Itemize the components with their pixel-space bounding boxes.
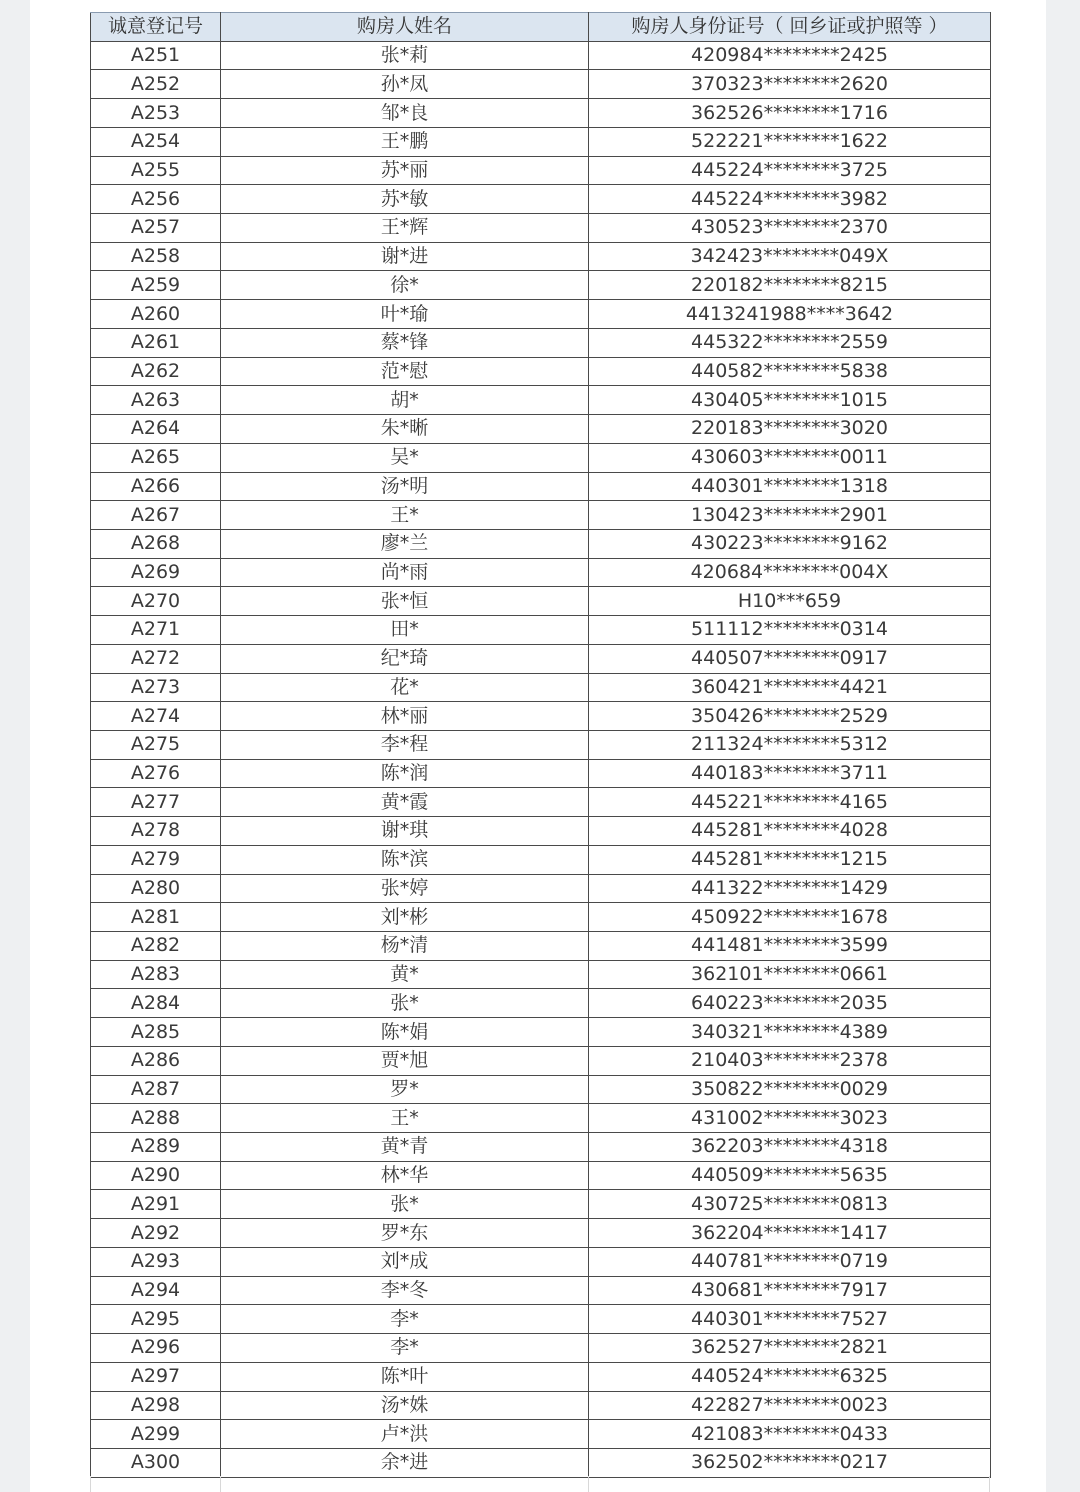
header-buyer-id-number: 购房人身份证号（ 回乡证或护照等 ） — [589, 13, 991, 42]
table-row — [91, 70, 991, 99]
table-row — [91, 1018, 991, 1047]
cell-registration-number: A277 — [91, 788, 221, 817]
cell-buyer-name: 陈*润 — [221, 759, 589, 788]
cell-buyer-name: 尚*雨 — [221, 558, 589, 587]
cell-buyer-name: 谢*琪 — [221, 817, 589, 846]
cell-buyer-name: 邹*良 — [221, 99, 589, 128]
cell-buyer-id-number: 430223********9162 — [589, 529, 991, 558]
table-row — [91, 1334, 991, 1363]
cell-buyer-id-number: 211324********5312 — [589, 730, 991, 759]
grid-line — [588, 1476, 589, 1492]
table-row — [91, 300, 991, 329]
cell-buyer-name: 汤*姝 — [221, 1391, 589, 1420]
cell-registration-number: A256 — [91, 185, 221, 214]
cell-registration-number: A259 — [91, 271, 221, 300]
cell-buyer-id-number: 445281********1215 — [589, 845, 991, 874]
table-row — [91, 874, 991, 903]
table-row — [91, 328, 991, 357]
cell-registration-number: A253 — [91, 99, 221, 128]
cell-buyer-name: 张*恒 — [221, 587, 589, 616]
grid-line — [90, 1476, 91, 1492]
cell-buyer-id-number: 340321********4389 — [589, 1018, 991, 1047]
cell-buyer-name: 张*莉 — [221, 41, 589, 70]
table-row — [91, 415, 991, 444]
cell-buyer-name: 蔡*锋 — [221, 328, 589, 357]
cell-buyer-name: 王* — [221, 501, 589, 530]
table-body — [91, 41, 991, 1477]
cell-buyer-id-number: 342423********049X — [589, 242, 991, 271]
table-row — [91, 127, 991, 156]
table-row — [91, 616, 991, 645]
table-row — [91, 702, 991, 731]
table-row — [91, 1161, 991, 1190]
header-buyer-name: 购房人姓名 — [221, 13, 589, 42]
cell-buyer-name: 纪*琦 — [221, 644, 589, 673]
cell-registration-number: A272 — [91, 644, 221, 673]
cell-registration-number: A255 — [91, 156, 221, 185]
cell-buyer-id-number: 440509********5635 — [589, 1161, 991, 1190]
table-row — [91, 845, 991, 874]
cell-registration-number: A295 — [91, 1305, 221, 1334]
table-row — [91, 1420, 991, 1449]
cell-registration-number: A265 — [91, 443, 221, 472]
table-row — [91, 1104, 991, 1133]
cell-buyer-id-number: 430603********0011 — [589, 443, 991, 472]
cell-registration-number: A282 — [91, 932, 221, 961]
cell-registration-number: A294 — [91, 1276, 221, 1305]
cell-buyer-name: 罗*东 — [221, 1219, 589, 1248]
cell-registration-number: A261 — [91, 328, 221, 357]
cell-buyer-id-number: 430405********1015 — [589, 386, 991, 415]
table-row — [91, 730, 991, 759]
cell-buyer-name: 李*冬 — [221, 1276, 589, 1305]
cell-buyer-id-number: H10***659 — [589, 587, 991, 616]
cell-registration-number: A287 — [91, 1075, 221, 1104]
cell-registration-number: A300 — [91, 1448, 221, 1477]
table-row — [91, 587, 991, 616]
cell-buyer-id-number: 362526********1716 — [589, 99, 991, 128]
table-row — [91, 759, 991, 788]
cell-registration-number: A275 — [91, 730, 221, 759]
cell-registration-number: A257 — [91, 214, 221, 243]
table-row — [91, 1391, 991, 1420]
cell-buyer-name: 汤*明 — [221, 472, 589, 501]
cell-buyer-id-number: 445224********3725 — [589, 156, 991, 185]
cell-buyer-name: 黄* — [221, 960, 589, 989]
cell-buyer-id-number: 130423********2901 — [589, 501, 991, 530]
cell-registration-number: A279 — [91, 845, 221, 874]
cell-buyer-id-number: 440524********6325 — [589, 1362, 991, 1391]
cell-buyer-name: 王*辉 — [221, 214, 589, 243]
cell-registration-number: A270 — [91, 587, 221, 616]
cell-buyer-id-number: 440781********0719 — [589, 1247, 991, 1276]
cell-buyer-id-number: 350822********0029 — [589, 1075, 991, 1104]
cell-buyer-id-number: 220183********3020 — [589, 415, 991, 444]
table-row — [91, 960, 991, 989]
cell-registration-number: A254 — [91, 127, 221, 156]
cell-registration-number: A297 — [91, 1362, 221, 1391]
cell-registration-number: A274 — [91, 702, 221, 731]
cell-buyer-name: 苏*敏 — [221, 185, 589, 214]
cell-buyer-id-number: 440582********5838 — [589, 357, 991, 386]
table-row — [91, 242, 991, 271]
header-registration-number: 诚意登记号 — [91, 13, 221, 42]
cell-registration-number: A283 — [91, 960, 221, 989]
cell-registration-number: A266 — [91, 472, 221, 501]
cell-registration-number: A290 — [91, 1161, 221, 1190]
table-row — [91, 99, 991, 128]
table-row — [91, 185, 991, 214]
cell-buyer-id-number: 422827********0023 — [589, 1391, 991, 1420]
table-row — [91, 271, 991, 300]
table-row — [91, 501, 991, 530]
table-row — [91, 1133, 991, 1162]
cell-buyer-name: 黄*青 — [221, 1133, 589, 1162]
cell-buyer-id-number: 522221********1622 — [589, 127, 991, 156]
cell-registration-number: A299 — [91, 1420, 221, 1449]
cell-registration-number: A260 — [91, 300, 221, 329]
cell-buyer-name: 黄*霞 — [221, 788, 589, 817]
table-row — [91, 788, 991, 817]
cell-buyer-name: 陈*娟 — [221, 1018, 589, 1047]
table-row — [91, 932, 991, 961]
cell-buyer-id-number: 450922********1678 — [589, 903, 991, 932]
cell-buyer-id-number: 362204********1417 — [589, 1219, 991, 1248]
cell-buyer-id-number: 370323********2620 — [589, 70, 991, 99]
cell-buyer-id-number: 362502********0217 — [589, 1448, 991, 1477]
cell-buyer-name: 张* — [221, 1190, 589, 1219]
cell-registration-number: A281 — [91, 903, 221, 932]
table-row — [91, 817, 991, 846]
cell-buyer-name: 张*婷 — [221, 874, 589, 903]
cell-registration-number: A278 — [91, 817, 221, 846]
cell-buyer-id-number: 430523********2370 — [589, 214, 991, 243]
cell-buyer-name: 叶*瑜 — [221, 300, 589, 329]
cell-buyer-id-number: 445281********4028 — [589, 817, 991, 846]
table-row — [91, 1362, 991, 1391]
cell-registration-number: A252 — [91, 70, 221, 99]
cell-buyer-name: 张* — [221, 989, 589, 1018]
cell-buyer-id-number: 441481********3599 — [589, 932, 991, 961]
cell-registration-number: A285 — [91, 1018, 221, 1047]
cell-buyer-id-number: 220182********8215 — [589, 271, 991, 300]
cell-buyer-name: 陈*叶 — [221, 1362, 589, 1391]
cell-buyer-name: 胡* — [221, 386, 589, 415]
table-row — [91, 1276, 991, 1305]
cell-buyer-id-number: 420984********2425 — [589, 41, 991, 70]
header-row — [91, 13, 991, 42]
cell-registration-number: A292 — [91, 1219, 221, 1248]
table-row — [91, 1247, 991, 1276]
table-row — [91, 1046, 991, 1075]
table-row — [91, 386, 991, 415]
cell-buyer-id-number: 421083********0433 — [589, 1420, 991, 1449]
table-row — [91, 989, 991, 1018]
grid-line — [220, 1476, 221, 1492]
cell-buyer-name: 徐* — [221, 271, 589, 300]
cell-registration-number: A264 — [91, 415, 221, 444]
table-row — [91, 1448, 991, 1477]
cell-buyer-id-number: 431002********3023 — [589, 1104, 991, 1133]
cell-registration-number: A280 — [91, 874, 221, 903]
cell-buyer-id-number: 511112********0314 — [589, 616, 991, 645]
cell-buyer-id-number: 362527********2821 — [589, 1334, 991, 1363]
cell-buyer-name: 李* — [221, 1334, 589, 1363]
cell-buyer-name: 杨*清 — [221, 932, 589, 961]
table-row — [91, 472, 991, 501]
cell-buyer-name: 刘*彬 — [221, 903, 589, 932]
cell-buyer-id-number: 445221********4165 — [589, 788, 991, 817]
cell-buyer-name: 范*慰 — [221, 357, 589, 386]
document-page — [30, 0, 1046, 1492]
cell-registration-number: A288 — [91, 1104, 221, 1133]
cell-registration-number: A258 — [91, 242, 221, 271]
table-row — [91, 41, 991, 70]
cell-buyer-name: 王*鹏 — [221, 127, 589, 156]
cell-buyer-id-number: 445224********3982 — [589, 185, 991, 214]
registration-sheet — [90, 12, 990, 1478]
cell-registration-number: A293 — [91, 1247, 221, 1276]
cell-registration-number: A267 — [91, 501, 221, 530]
cell-buyer-id-number: 440183********3711 — [589, 759, 991, 788]
cell-registration-number: A276 — [91, 759, 221, 788]
table-row — [91, 903, 991, 932]
cell-buyer-id-number: 640223********2035 — [589, 989, 991, 1018]
cell-buyer-name: 朱*晰 — [221, 415, 589, 444]
cell-buyer-name: 谢*进 — [221, 242, 589, 271]
cell-buyer-id-number: 210403********2378 — [589, 1046, 991, 1075]
cell-buyer-id-number: 362203********4318 — [589, 1133, 991, 1162]
cell-registration-number: A271 — [91, 616, 221, 645]
registration-table — [90, 12, 991, 1478]
cell-registration-number: A268 — [91, 529, 221, 558]
cell-buyer-name: 余*进 — [221, 1448, 589, 1477]
table-row — [91, 673, 991, 702]
cell-registration-number: A289 — [91, 1133, 221, 1162]
table-row — [91, 214, 991, 243]
table-row — [91, 644, 991, 673]
table-row — [91, 357, 991, 386]
cell-buyer-name: 苏*丽 — [221, 156, 589, 185]
cell-buyer-name: 贾*旭 — [221, 1046, 589, 1075]
table-row — [91, 1219, 991, 1248]
cell-registration-number: A262 — [91, 357, 221, 386]
cell-registration-number: A269 — [91, 558, 221, 587]
cell-buyer-id-number: 440301********7527 — [589, 1305, 991, 1334]
table-row — [91, 558, 991, 587]
table-row — [91, 1190, 991, 1219]
table-row — [91, 1305, 991, 1334]
cell-buyer-id-number: 360421********4421 — [589, 673, 991, 702]
cell-registration-number: A273 — [91, 673, 221, 702]
cell-buyer-name: 孙*凤 — [221, 70, 589, 99]
cell-buyer-name: 罗* — [221, 1075, 589, 1104]
cell-registration-number: A286 — [91, 1046, 221, 1075]
grid-line — [989, 1476, 990, 1492]
cell-buyer-id-number: 430681********7917 — [589, 1276, 991, 1305]
table-row — [91, 156, 991, 185]
table-row — [91, 1075, 991, 1104]
cell-buyer-name: 吴* — [221, 443, 589, 472]
cell-registration-number: A263 — [91, 386, 221, 415]
cell-buyer-name: 花* — [221, 673, 589, 702]
table-row — [91, 443, 991, 472]
cell-buyer-name: 李* — [221, 1305, 589, 1334]
cell-buyer-name: 王* — [221, 1104, 589, 1133]
cell-buyer-id-number: 350426********2529 — [589, 702, 991, 731]
table-row — [91, 529, 991, 558]
cell-buyer-id-number: 440301********1318 — [589, 472, 991, 501]
cell-buyer-name: 田* — [221, 616, 589, 645]
cell-registration-number: A251 — [91, 41, 221, 70]
cell-buyer-id-number: 445322********2559 — [589, 328, 991, 357]
cell-buyer-id-number: 420684********004X — [589, 558, 991, 587]
cell-buyer-name: 廖*兰 — [221, 529, 589, 558]
cell-registration-number: A298 — [91, 1391, 221, 1420]
cell-registration-number: A296 — [91, 1334, 221, 1363]
cell-buyer-name: 林*丽 — [221, 702, 589, 731]
cell-registration-number: A291 — [91, 1190, 221, 1219]
cell-buyer-id-number: 440507********0917 — [589, 644, 991, 673]
cell-buyer-name: 陈*滨 — [221, 845, 589, 874]
cell-buyer-id-number: 441322********1429 — [589, 874, 991, 903]
cell-buyer-id-number: 362101********0661 — [589, 960, 991, 989]
cell-registration-number: A284 — [91, 989, 221, 1018]
cell-buyer-id-number: 4413241988****3642 — [589, 300, 991, 329]
cell-buyer-name: 李*程 — [221, 730, 589, 759]
cell-buyer-name: 卢*洪 — [221, 1420, 589, 1449]
cell-buyer-id-number: 430725********0813 — [589, 1190, 991, 1219]
cell-buyer-name: 刘*成 — [221, 1247, 589, 1276]
cell-buyer-name: 林*华 — [221, 1161, 589, 1190]
